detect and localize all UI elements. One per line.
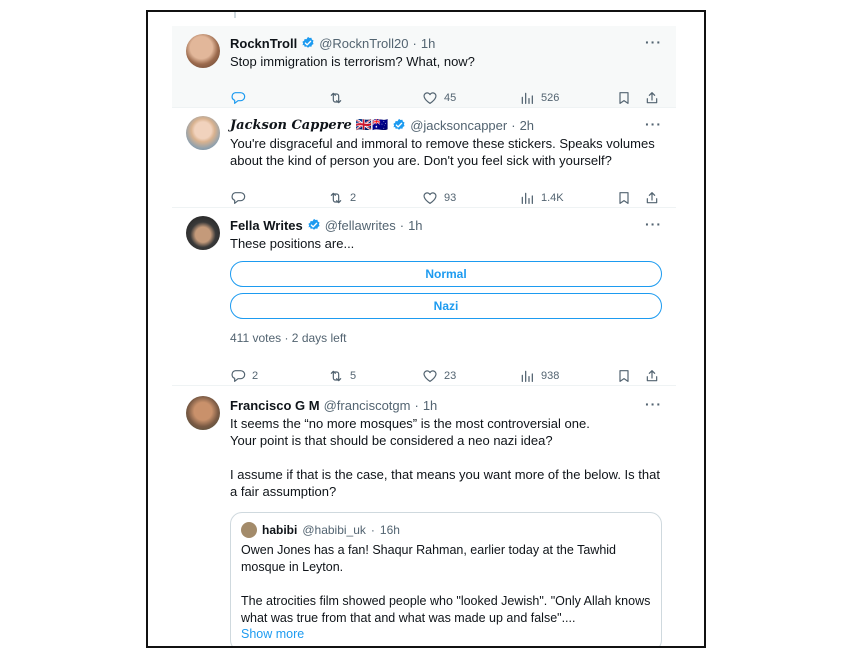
- separator: ·: [412, 35, 417, 51]
- quoted-display-name: habibi: [262, 523, 298, 537]
- tweet-header: [230, 216, 662, 234]
- views-button[interactable]: [519, 190, 564, 206]
- tweet-jackson-cappere[interactable]: [172, 108, 676, 208]
- poll-meta: 411 votes · 2 days left: [230, 331, 347, 345]
- quoted-handle: @habibi_uk: [302, 523, 366, 537]
- heart-icon: [422, 368, 438, 384]
- views-count: 1.4K: [541, 192, 564, 204]
- verified-badge-icon: [307, 218, 321, 232]
- more-icon[interactable]: ···: [645, 34, 662, 50]
- retweet-button[interactable]: [328, 368, 356, 384]
- handle[interactable]: @RocknTroll20: [319, 35, 409, 51]
- bookmark-icon: [616, 368, 632, 384]
- views-count: 526: [541, 92, 560, 104]
- share-button[interactable]: [644, 190, 660, 206]
- views-button[interactable]: [519, 90, 559, 106]
- reply-count: 2: [252, 370, 259, 382]
- display-name[interactable]: Francisco G M: [230, 397, 320, 413]
- separator: ·: [414, 397, 419, 413]
- share-button[interactable]: [644, 368, 660, 384]
- share-icon: [644, 368, 660, 384]
- poll-option-normal[interactable]: Normal: [230, 261, 662, 287]
- avatar[interactable]: [186, 396, 220, 430]
- like-count: 93: [444, 192, 457, 204]
- retweet-icon: [328, 368, 344, 384]
- bookmark-icon: [616, 190, 632, 206]
- quoted-timestamp: 16h: [379, 523, 400, 537]
- quoted-tweet-header: [241, 522, 651, 538]
- bookmark-icon: [616, 90, 632, 106]
- like-button[interactable]: [422, 368, 456, 384]
- heart-icon: [422, 90, 438, 106]
- views-icon: [519, 190, 535, 206]
- quoted-tweet[interactable]: [230, 512, 662, 648]
- reply-button[interactable]: [230, 368, 258, 384]
- more-icon[interactable]: ···: [645, 216, 662, 232]
- tweet-rockntroll[interactable]: [172, 26, 676, 108]
- like-button[interactable]: [422, 190, 456, 206]
- timestamp[interactable]: 2h: [519, 117, 535, 133]
- display-name[interactable]: Fella Writes: [230, 217, 303, 233]
- poll-option-nazi[interactable]: Nazi: [230, 293, 662, 319]
- retweet-icon: [328, 90, 344, 106]
- reply-button[interactable]: [230, 190, 252, 206]
- retweet-button[interactable]: [328, 90, 350, 106]
- separator: ·: [370, 523, 375, 537]
- bookmark-button[interactable]: [616, 90, 632, 106]
- thread-line: [234, 10, 236, 18]
- display-name[interactable]: RocknTroll: [230, 35, 298, 51]
- handle[interactable]: @fellawrites: [324, 217, 396, 233]
- tweet-header: [230, 34, 662, 52]
- reply-button[interactable]: [230, 90, 252, 106]
- heart-icon: [422, 190, 438, 206]
- handle[interactable]: @jacksoncapper: [410, 117, 508, 133]
- quoted-tweet-text: Owen Jones has a fan! Shaqur Rahman, earlier today at the Tawhid mosque in Leyton. The atrocities film showed people who "looked Jewish". "Only Allah knows what was true from that and what was made up and false"....: [241, 543, 651, 625]
- views-icon: [519, 90, 535, 106]
- avatar[interactable]: [186, 216, 220, 250]
- verified-badge-icon: [392, 118, 406, 132]
- tweet-text: You're disgraceful and immoral to remove these stickers. Speaks volumes about the kind of person you are. Don't you feel sick with yourself?: [230, 136, 659, 168]
- tweet-header: [230, 116, 662, 134]
- share-button[interactable]: [644, 90, 660, 106]
- timestamp[interactable]: 1h: [408, 217, 423, 233]
- reply-icon: [230, 190, 246, 206]
- timestamp[interactable]: 1h: [422, 397, 438, 413]
- retweet-count: 2: [350, 192, 357, 204]
- timestamp[interactable]: 1h: [420, 35, 436, 51]
- tweet-francisco-gm[interactable]: [172, 386, 676, 648]
- bookmark-button[interactable]: [616, 368, 632, 384]
- separator: ·: [511, 117, 516, 133]
- more-icon[interactable]: ···: [645, 396, 662, 412]
- avatar[interactable]: [186, 116, 220, 150]
- like-count: 45: [444, 92, 457, 104]
- views-count: 938: [541, 370, 560, 382]
- reply-feed: [172, 12, 676, 646]
- like-button[interactable]: [422, 90, 456, 106]
- separator: ·: [399, 217, 405, 233]
- bookmark-button[interactable]: [616, 190, 632, 206]
- show-more-link[interactable]: Show more: [241, 627, 305, 641]
- share-icon: [644, 90, 660, 106]
- avatar[interactable]: [186, 34, 220, 68]
- verified-badge-icon: [301, 36, 315, 50]
- display-name[interactable]: Jackson Cappere: [230, 117, 352, 133]
- retweet-count: 5: [350, 370, 357, 382]
- tweet-header: [230, 396, 662, 414]
- share-icon: [644, 190, 660, 206]
- reply-icon: [230, 90, 246, 106]
- views-icon: [519, 368, 535, 384]
- views-button[interactable]: [519, 368, 559, 384]
- tweet-text: These positions are...: [230, 236, 355, 251]
- reply-icon: [230, 368, 246, 384]
- like-count: 23: [444, 370, 457, 382]
- handle[interactable]: @franciscotgm: [323, 397, 411, 413]
- retweet-button[interactable]: [328, 190, 356, 206]
- tweet-text: Stop immigration is terrorism? What, now?: [230, 54, 475, 69]
- tweet-text: It seems the “no more mosques” is the most controversial one. Your point is that should be considered a neo nazi idea? I assume if that is the case, that means you want more of the below. Is that a fair assumption?: [230, 416, 660, 499]
- retweet-icon: [328, 190, 344, 206]
- more-icon[interactable]: ···: [645, 116, 662, 132]
- screenshot-frame: [146, 10, 706, 648]
- flag-emojis: 🇬🇧🇦🇺: [355, 117, 389, 132]
- quoted-avatar: [241, 522, 257, 538]
- tweet-fella-writes[interactable]: [172, 208, 676, 386]
